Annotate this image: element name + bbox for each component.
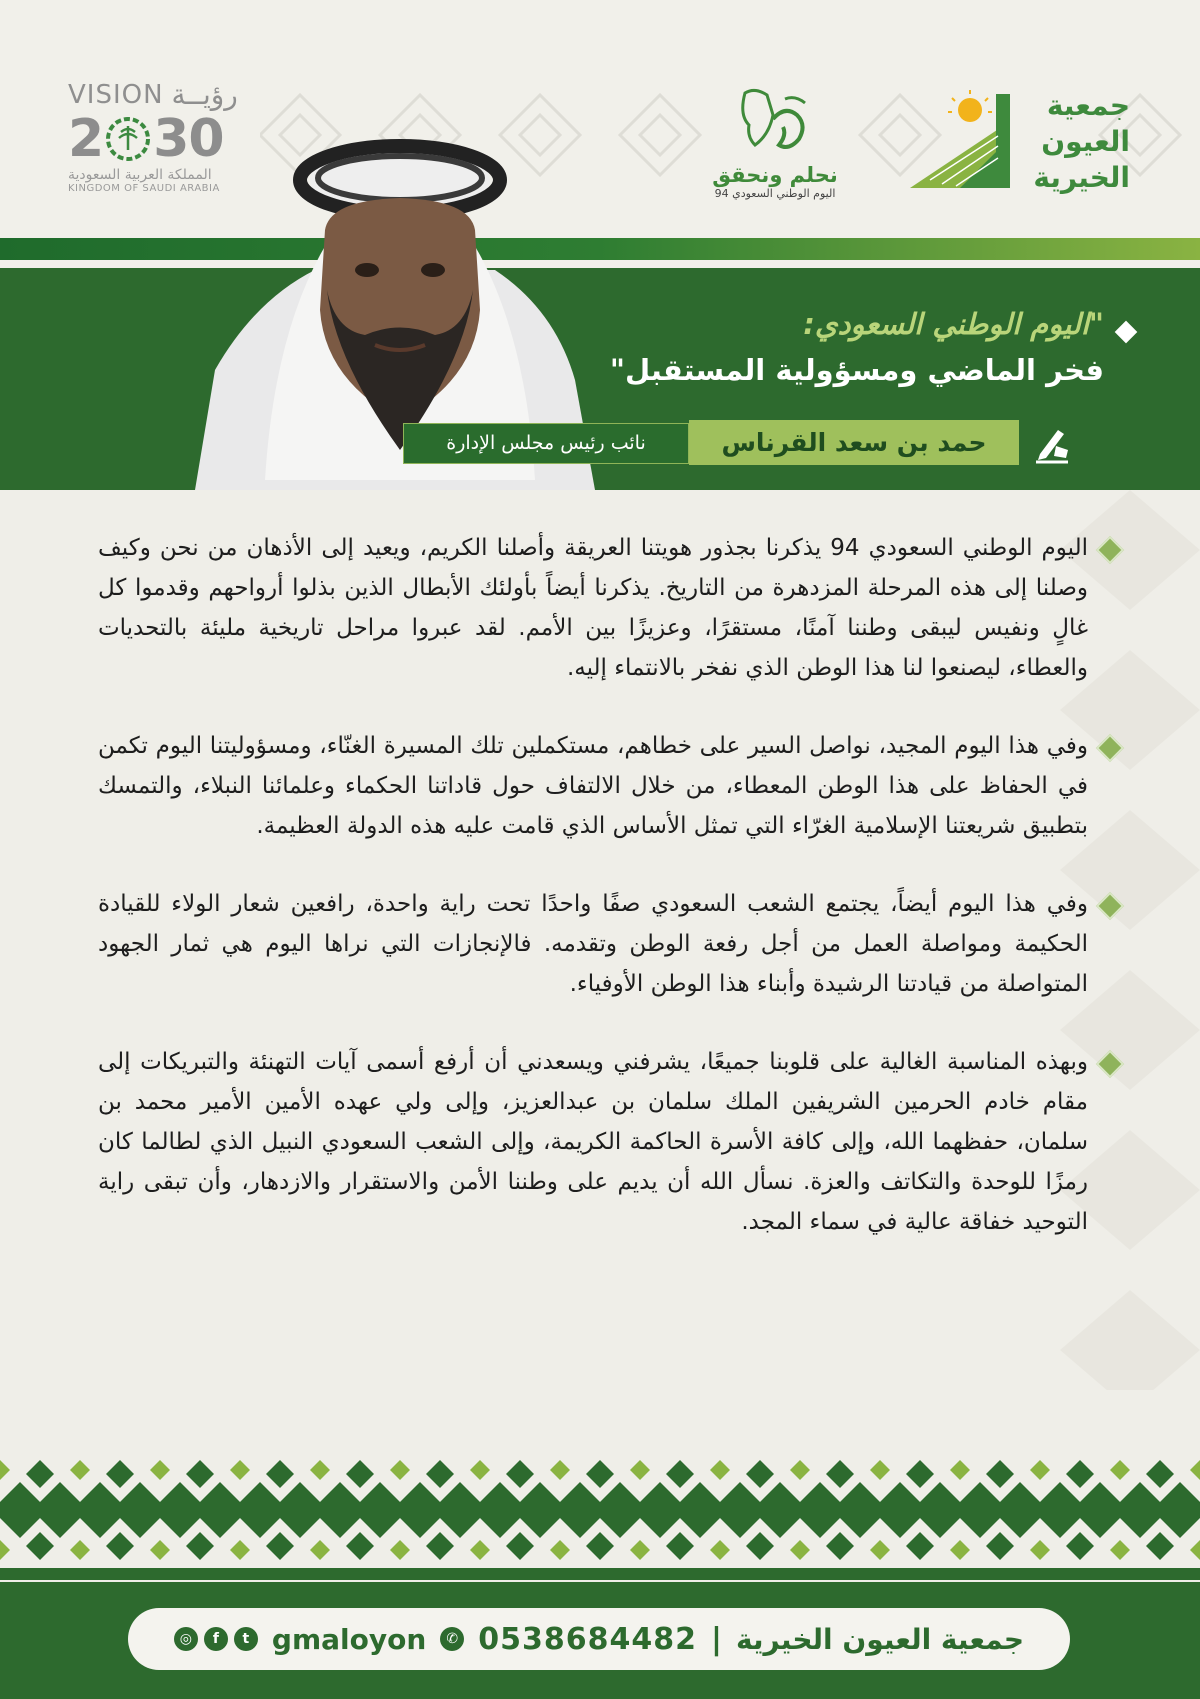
paragraph-text: اليوم الوطني السعودي 94 يذكرنا بجذور هويتنا العريقة وأصلنا الكريم، ويعيد إلى الأذهان من نحن وكيف وصلنا إلى هذه المرحلة المزدهرة من التاريخ. يذكرنا أيضاً بأولئك الأبطال الذين بذلوا أرواحهم وقدموا كل غالٍ ونفيس ليبقى وطننا آمنًا، مستقرًا، وعزيزًا بين الأمم. لقد عبروا مراحل تاريخية مليئة بالتحديات والعطاء، ليصنعوا لنا هذا الوطن الذي نفخر بالانتماء إليه. xyxy=(98,535,1088,681)
vision-year-left: 2 xyxy=(68,109,104,169)
vision-year-right: 30 xyxy=(153,109,224,169)
author-bar xyxy=(403,420,1019,465)
article-body xyxy=(98,528,1088,1280)
article-paragraph xyxy=(98,528,1088,688)
vision-country-ar: المملكة العربية السعودية xyxy=(68,167,212,183)
national-day-emblem-icon xyxy=(725,85,825,161)
sadu-border-pattern xyxy=(0,1440,1200,1580)
vision-label: VISION xyxy=(68,79,164,110)
paragraph-text: وفي هذا اليوم المجيد، نواصل السير على خطاهم، مستكملين تلك المسيرة الغنّاء، ومسؤوليتنا اليوم تكمن في الحفاظ على هذا الوطن المعطاء، من خلال الالتفاف حول قاداتنا الحكماء وعلمائنا النبلاء، والتمسك بتطبيق شريعتنا الإسلامية الغرّاء التي تمثل الأساس الذي قامت عليه هذه الدولة العظيمة. xyxy=(98,733,1088,839)
org-name-line2: العيون xyxy=(1041,125,1130,158)
instagram-icon[interactable]: ◎ xyxy=(174,1627,198,1651)
footer-phone[interactable]: 0538684482 xyxy=(478,1621,698,1657)
org-name-line3: الخيرية xyxy=(1033,161,1130,194)
article-paragraph xyxy=(98,884,1088,1004)
social-icons xyxy=(174,1627,258,1651)
national-day-logo xyxy=(700,85,850,210)
footer-org-name: جمعية العيون الخيرية xyxy=(736,1622,1025,1656)
org-name-line1: جمعية xyxy=(1046,89,1130,122)
paragraph-text: وبهذه المناسبة الغالية على قلوبنا جميعًا، يشرفني ويسعدني أن أرفع أسمى آيات التهنئة والتبريكات إلى مقام خادم الحرمين الشريفين الملك سلمان بن عبدالعزيز، وإلى ولي عهده الأمين الأمير محمد بن سلمان، حفظهما الله، وإلى كافة الأسرة الحاكمة الكريمة، وإلى الشعب السعودي النبيل الذي لطالما كان رمزًا للوحدة والتكاتف والعزة. نسأل الله أن يديم على وطننا الأمن والاستقرار والازدهار، وأن تبقى راية التوحيد خفاقة عالية في سماء المجد. xyxy=(98,1049,1088,1235)
author-name: حمد بن سعد القرناس xyxy=(689,420,1019,465)
palm-emblem-icon xyxy=(105,116,151,162)
national-day-slogan: نحلم ونحقق xyxy=(712,163,838,187)
facebook-icon[interactable]: f xyxy=(204,1627,228,1651)
paragraph-text: وفي هذا اليوم أيضاً، يجتمع الشعب السعودي صفًا واحدًا تحت راية واحدة، رافعين شعار الولاء للقيادة الحكيمة ومواصلة العمل من أجل رفعة الوطن وتقدمه. فالإنجازات التي نراها اليوم هي ثمار الجهود المتواصلة من قيادتنا الرشيدة وأبناء هذا الوطن الأوفياء. xyxy=(98,891,1088,997)
article-paragraph xyxy=(98,1042,1088,1242)
article-title-line1: "اليوم الوطني السعودي: xyxy=(803,307,1104,341)
pen-writing-icon xyxy=(1030,422,1074,466)
org-logo xyxy=(900,88,1130,198)
twitter-icon[interactable]: t xyxy=(234,1627,258,1651)
footer-separator: | xyxy=(711,1621,722,1657)
article-title xyxy=(544,302,1104,394)
article-title-line2: فخر الماضي ومسؤولية المستقبل" xyxy=(609,353,1104,387)
org-name xyxy=(1010,88,1130,196)
author-role: نائب رئيس مجلس الإدارة xyxy=(403,423,689,464)
vision-label-ar: رؤيــة xyxy=(171,78,238,111)
footer-handle[interactable]: gmaloyon xyxy=(271,1622,427,1656)
org-emblem-icon xyxy=(900,88,1010,198)
vision-country-en: KINGDOM OF SAUDI ARABIA xyxy=(68,183,220,194)
national-day-subtitle: اليوم الوطني السعودي 94 xyxy=(714,187,836,200)
article-paragraph xyxy=(98,726,1088,846)
whatsapp-icon[interactable]: ✆ xyxy=(440,1627,464,1651)
footer-contact xyxy=(128,1608,1070,1670)
